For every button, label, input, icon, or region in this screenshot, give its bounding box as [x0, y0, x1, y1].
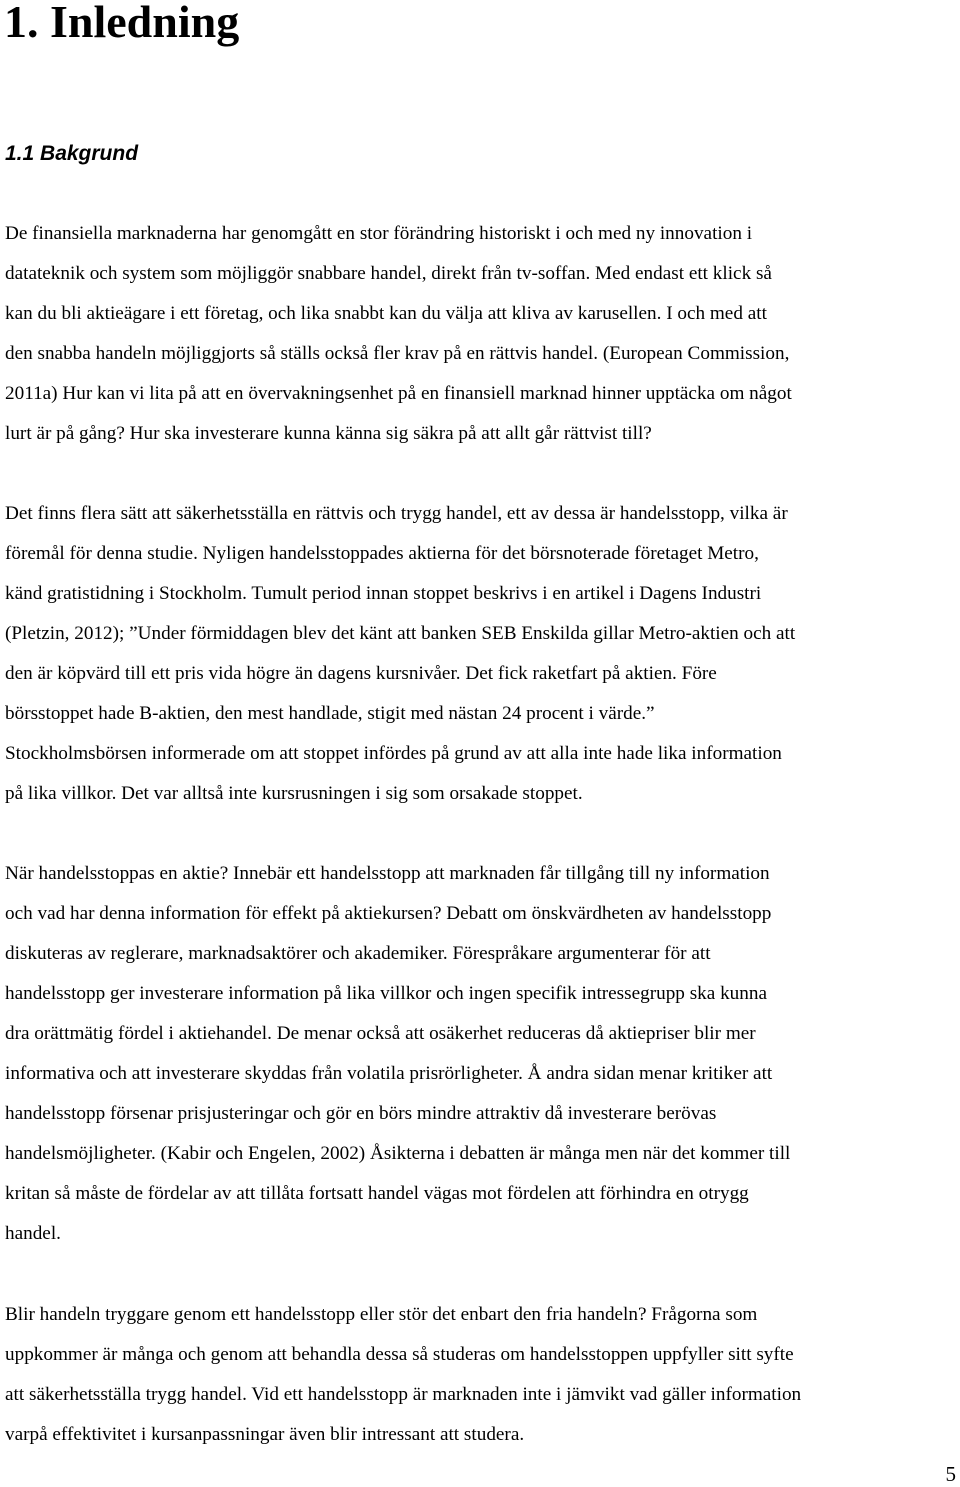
text-line: handelsstopp ger investerare information på lika villkor och ingen specifik intressegrupp ska kunna [5, 983, 767, 1004]
text-line: föremål för denna studie. Nyligen handelsstoppades aktierna för det börsnoterade företaget Metro, [5, 543, 759, 564]
body-paragraph [5, 1295, 960, 1455]
text-line: När handelsstoppas en aktie? Innebär ett handelsstopp att marknaden får tillgång till ny information [5, 863, 770, 884]
text-line: diskuteras av reglerare, marknadsaktörer och akademiker. Förespråkare argumenterar för att [5, 943, 711, 964]
text-line: (Pletzin, 2012); ”Under förmiddagen blev det känt att banken SEB Enskilda gillar Metro-aktien och att [5, 623, 796, 644]
text-line: och vad har denna information för effekt på aktiekursen? Debatt om önskvärdheten av handelsstopp [5, 903, 772, 924]
text-line: kan du bli aktieägare i ett företag, och lika snabbt kan du välja att kliva av karusellen. I och med att [5, 303, 767, 324]
text-line: handelsstopp försenar prisjusteringar och gör en börs mindre attraktiv då investerare berövas [5, 1103, 717, 1124]
text-line: kritan så måste de fördelar av att tillåta fortsatt handel vägas mot fördelen att förhindra en otrygg [5, 1183, 749, 1204]
text-line: uppkommer är många och genom att behandla dessa så studeras om handelsstoppen uppfyller sitt syfte [5, 1344, 794, 1365]
text-line: på lika villkor. Det var alltså inte kursrusningen i sig som orsakade stoppet. [5, 783, 583, 804]
text-line: börsstoppet hade B-aktien, den mest handlade, stigit med nästan 24 procent i värde.” [5, 703, 655, 724]
text-line: lurt är på gång? Hur ska investerare kunna känna sig säkra på att allt går rättvist till? [5, 423, 652, 444]
body-paragraph [5, 214, 960, 454]
text-line: handelsmöjligheter. (Kabir och Engelen, 2002) Åsikterna i debatten är många men när det kommer till [5, 1143, 791, 1164]
text-line: Stockholmsbörsen informerade om att stoppet infördes på grund av att alla inte hade lika information [5, 743, 782, 764]
section-title: 1.1 Bakgrund [5, 142, 139, 165]
text-line: dra orättmätig fördel i aktiehandel. De menar också att osäkerhet reduceras då aktiepriser blir mer [5, 1023, 756, 1044]
text-line: Det finns flera sätt att säkerhetsställa en rättvis och trygg handel, ett av dessa är handelsstopp, vilka är [5, 503, 788, 524]
text-line: varpå effektivitet i kursanpassningar även blir intressant att studera. [5, 1424, 525, 1445]
text-line: handel. [5, 1223, 61, 1244]
text-line: känd gratistidning i Stockholm. Tumult period innan stoppet beskrivs i en artikel i Dagens Industri [5, 583, 762, 604]
text-line: att säkerhetsställa trygg handel. Vid ett handelsstopp är marknaden inte i jämvikt vad gäller information [5, 1384, 802, 1405]
text-line: den är köpvärd till ett pris vida högre än dagens kursnivåer. Det fick raketfart på aktien. Före [5, 663, 717, 684]
body-paragraph [5, 494, 960, 814]
chapter-title: 1. Inledning [4, 0, 240, 47]
text-line: den snabba handeln möjliggjorts så ställs också fler krav på en rättvis handel. (European Commission, [5, 343, 790, 364]
text-line: De finansiella marknaderna har genomgått en stor förändring historiskt i och med ny innovation i [5, 223, 753, 244]
text-line: 2011a) Hur kan vi lita på att en övervakningsenhet på en finansiell marknad hinner upptäcka om något [5, 383, 792, 404]
text-line: datateknik och system som möjliggör snabbare handel, direkt från tv-soffan. Med endast ett klick så [5, 263, 772, 284]
text-line: Blir handeln tryggare genom ett handelsstopp eller stör det enbart den fria handeln? Frågorna som [5, 1304, 758, 1325]
page-number: 5 [945, 1462, 956, 1486]
text-line: informativa och att investerare skyddas från volatila prisrörligheter. Å andra sidan menar kritiker att [5, 1063, 773, 1084]
body-paragraph [5, 854, 960, 1254]
